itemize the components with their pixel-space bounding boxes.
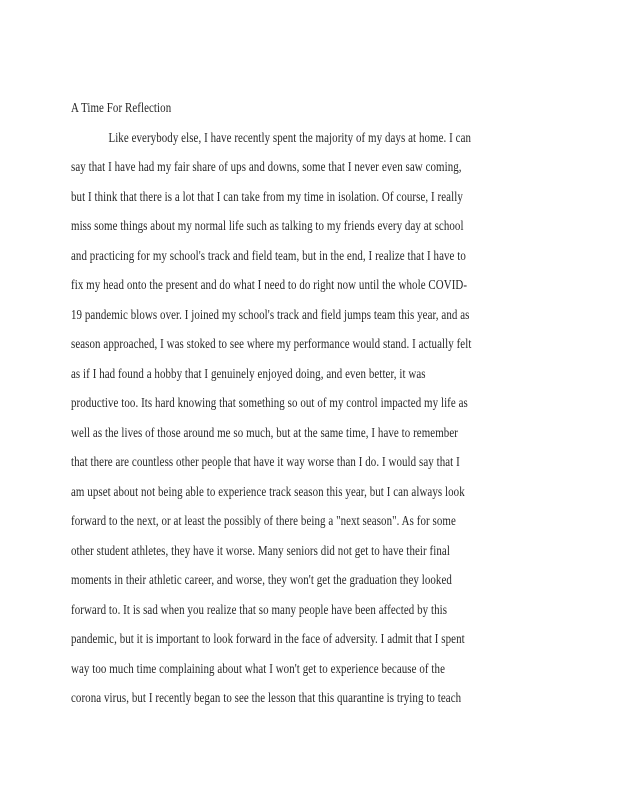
- text-line: am upset about not being able to experience track season this year, but I can always look: [71, 484, 465, 500]
- text-line: miss some things about my normal life such as talking to my friends every day at school: [71, 219, 464, 234]
- text-line: moments in their athletic career, and worse, they won't get the graduation they looked: [71, 573, 452, 588]
- text-line: productive too. Its hard knowing that something so out of my control impacted my life as: [71, 396, 468, 411]
- text-line: but I think that there is a lot that I can take from my time in isolation. Of course, I really: [71, 189, 463, 205]
- text-line: fix my head onto the present and do what I need to do right now until the whole COVID-: [71, 278, 468, 293]
- essay-paragraph: [71, 124, 591, 714]
- text-line: well as the lives of those around me so much, but at the same time, I have to remember: [71, 425, 458, 441]
- text-line: pandemic, but it is important to look forward in the face of adversity. I admit that I spent: [71, 632, 465, 647]
- document-title: A Time For Reflection: [71, 101, 172, 116]
- text-line: other student athletes, they have it worse. Many seniors did not get to have their final: [71, 543, 450, 559]
- text-line: Like everybody else, I have recently spent the majority of my days at home. I can: [108, 130, 472, 146]
- text-line: season approached, I was stoked to see where my performance would stand. I actually felt: [71, 337, 472, 352]
- text-line: forward to. It is sad when you realize that so many people have been affected by this: [71, 602, 448, 618]
- text-line: and practicing for my school's track and field team, but in the end, I realize that I have to: [71, 248, 466, 264]
- text-line: as if I had found a hobby that I genuinely enjoyed doing, and even better, it was: [71, 366, 426, 382]
- document-content: [71, 94, 591, 714]
- text-line: forward to the next, or at least the possibly of there being a "next season". As for some: [71, 514, 456, 529]
- text-line: way too much time complaining about what I won't get to experience because of the: [71, 661, 445, 677]
- text-line: corona virus, but I recently began to see the lesson that this quarantine is trying to teach: [71, 691, 462, 706]
- text-line: that there are countless other people that have it way worse than I do. I would say that I: [71, 455, 460, 470]
- text-line: say that I have had my fair share of ups and downs, some that I never even saw coming,: [71, 160, 462, 175]
- text-line: 19 pandemic blows over. I joined my school's track and field jumps team this year, and as: [71, 307, 470, 323]
